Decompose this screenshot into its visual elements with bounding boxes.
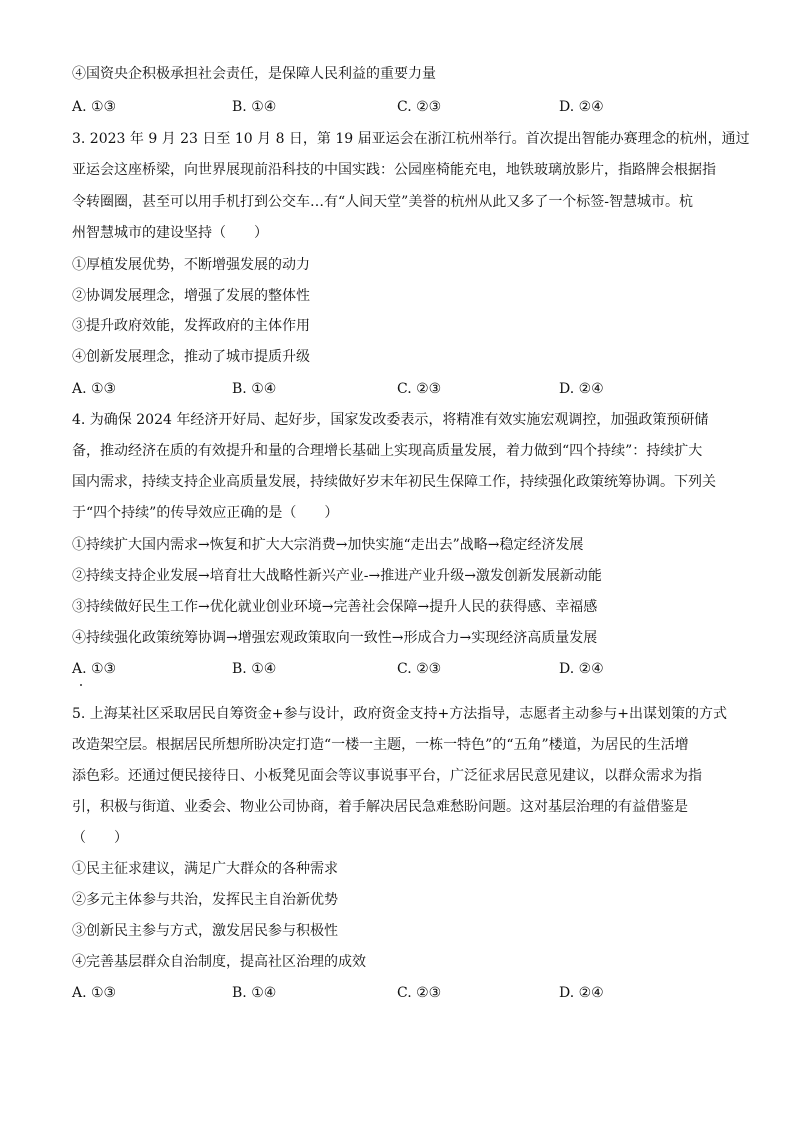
- q4-stem-line-4: 于“四个持续”的传导效应正确的是（ ）: [72, 505, 339, 521]
- scan-mark: [80, 684, 82, 686]
- option-c: C. ②③: [397, 985, 442, 1001]
- prev-item-4: ④国资央企积极承担社会责任，是保障人民利益的重要力量: [72, 66, 436, 82]
- q3-stem-line-2: 亚运会这座桥梁，向世界展现前沿科技的中国实践：公园座椅能充电，地铁玻璃放影片，指路牌会根据指: [72, 162, 716, 178]
- q4-item-3: ③持续做好民生工作→优化就业创业环境→完善社会保障→提升人民的获得感、幸福感: [72, 599, 598, 615]
- q5-stem-line-5: （ ）: [72, 830, 128, 846]
- option-a: A. ①③: [72, 381, 117, 397]
- q5-item-2: ②多元主体参与共治，发挥民主自治新优势: [72, 892, 338, 908]
- option-b: B. ①④: [232, 381, 277, 397]
- q4-item-1: ①持续扩大国内需求→恢复和扩大大宗消费→加快实施“走出去”战略→稳定经济发展: [72, 537, 584, 553]
- option-d: D. ②④: [559, 661, 604, 677]
- q4-options: [72, 659, 732, 679]
- option-d: D. ②④: [559, 381, 604, 397]
- q3-item-3: ③提升政府效能，发挥政府的主体作用: [72, 318, 310, 334]
- option-b: B. ①④: [232, 985, 277, 1001]
- q3-item-1: ①厚植发展优势，不断增强发展的动力: [72, 257, 310, 273]
- q5-stem-line-3: 添色彩。还通过便民接待日、小板凳见面会等议事说事平台，广泛征求居民意见建议，以群众需求为指: [72, 768, 702, 784]
- q4-stem-line-1: 4. 为确保 2024 年经济开好局、起好步，国家发改委表示，将精准有效实施宏观调控，加强政策预研储: [72, 412, 709, 428]
- q5-stem-line-2: 改造架空层。根据居民所想所盼决定打造“一楼一主题，一栋一特色”的“五角”楼道，为居民的生活增: [72, 737, 689, 753]
- q3-item-2: ②协调发展理念，增强了发展的整体性: [72, 288, 310, 304]
- prev-options: [72, 97, 732, 117]
- option-c: C. ②③: [397, 661, 442, 677]
- q5-item-3: ③创新民主参与方式，激发居民参与积极性: [72, 923, 338, 939]
- q5-stem-line-1: 5. 上海某社区采取居民自筹资金+参与设计，政府资金支持+方法指导，志愿者主动参与+出谋划策的方式: [72, 706, 727, 722]
- option-d: D. ②④: [559, 99, 604, 115]
- q4-stem-line-2: 备，推动经济在质的有效提升和量的合理增长基础上实现高质量发展，着力做到“四个持续”：持续扩大: [72, 443, 703, 459]
- q4-item-2: ②持续支持企业发展→培育壮大战略性新兴产业-→推进产业升级→激发创新发展新动能: [72, 568, 602, 584]
- option-c: C. ②③: [397, 99, 442, 115]
- q4-stem-line-3: 国内需求，持续支持企业高质量发展，持续做好岁末年初民生保障工作，持续强化政策统筹协调。下列关: [72, 474, 716, 490]
- option-b: B. ①④: [232, 661, 277, 677]
- q5-options: [72, 983, 732, 1003]
- q3-stem-line-1: 3. 2023 年 9 月 23 日至 10 月 8 日，第 19 届亚运会在浙江杭州举行。首次提出智能办赛理念的杭州，通过: [72, 131, 750, 147]
- q3-stem-line-4: 州智慧城市的建设坚持（ ）: [72, 225, 268, 241]
- q5-item-4: ④完善基层群众自治制度，提高社区治理的成效: [72, 954, 366, 970]
- option-a: A. ①③: [72, 99, 117, 115]
- option-a: A. ①③: [72, 661, 117, 677]
- option-d: D. ②④: [559, 985, 604, 1001]
- option-a: A. ①③: [72, 985, 117, 1001]
- option-c: C. ②③: [397, 381, 442, 397]
- q5-item-1: ①民主征求建议，满足广大群众的各种需求: [72, 861, 338, 877]
- q3-item-4: ④创新发展理念，推动了城市提质升级: [72, 349, 310, 365]
- q5-stem-line-4: 引，积极与街道、业委会、物业公司协商，着手解决居民急难愁盼问题。这对基层治理的有益借鉴是: [72, 799, 688, 815]
- q4-item-4: ④持续强化政策统筹协调→增强宏观政策取向一致性→形成合力→实现经济高质量发展: [72, 630, 598, 646]
- q3-stem-line-3: 令转圈圈，甚至可以用手机打到公交车…有“人间天堂”美誉的杭州从此又多了一个标签-智慧城市。杭: [72, 194, 694, 210]
- option-b: B. ①④: [232, 99, 277, 115]
- q3-options: [72, 379, 732, 399]
